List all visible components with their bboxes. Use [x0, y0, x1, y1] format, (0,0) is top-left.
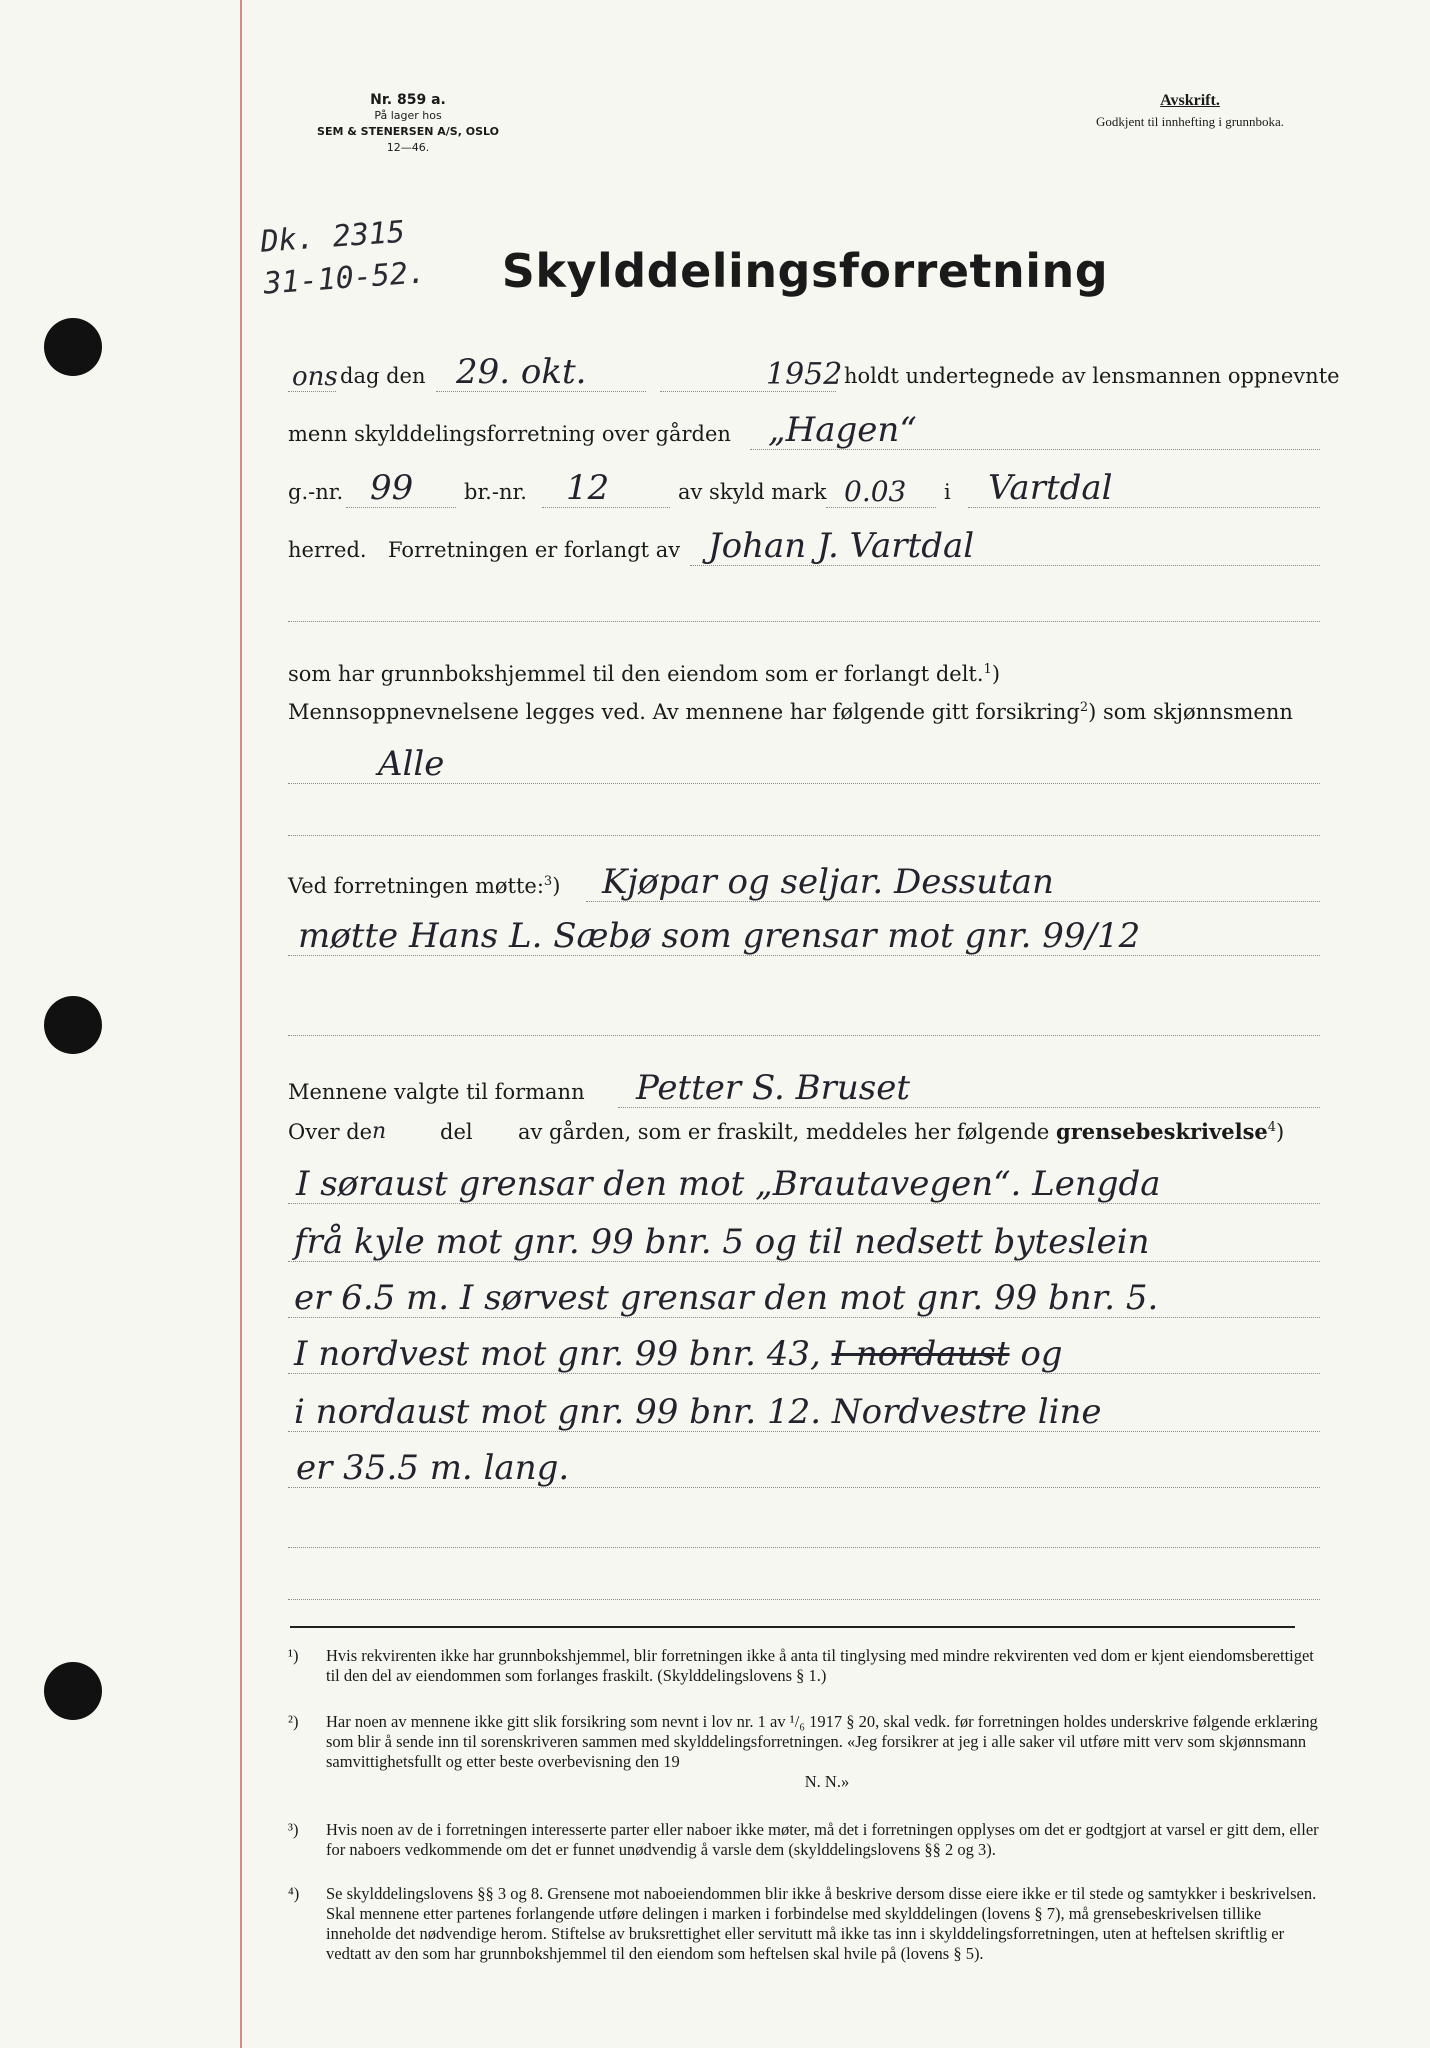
herred-label: herred. — [288, 538, 367, 562]
attended-label: Ved forretningen møtte:$^3$) — [288, 874, 561, 898]
attended-handwritten: Kjøpar og seljar. Dessutan — [602, 862, 1054, 902]
assurance-handwritten: Alle — [378, 744, 445, 784]
form-row-date — [288, 340, 1340, 400]
form-row-gnr — [288, 456, 1320, 516]
row-text: som har grunnbokshjemmel til den eiendom som er forlangt delt.$^1$) — [288, 662, 1001, 686]
footnote-3 — [288, 1820, 1328, 1860]
form-row-attended-cont — [288, 904, 1320, 964]
boundary-description-line — [288, 1436, 1320, 1496]
form-row-requester — [288, 514, 1320, 574]
form-row-farm — [288, 398, 1320, 458]
avskrift-stamp — [1040, 92, 1340, 130]
punch-hole — [44, 996, 102, 1054]
skyld-handwritten: 0.03 — [844, 475, 907, 508]
skyld-label: av skyld mark — [678, 480, 827, 504]
page-title: Skylddelingsforretning — [501, 244, 1109, 298]
requester-name-handwritten: Johan J. Vartdal — [708, 526, 975, 566]
boundary-description-line — [288, 1152, 1320, 1212]
publisher-imprint — [288, 92, 528, 156]
struck-text: I nordaust — [831, 1334, 1010, 1374]
form-row-blank — [288, 1496, 1320, 1556]
punch-hole — [44, 318, 102, 376]
document-date: 31-10-52. — [262, 255, 428, 302]
form-row-blank — [288, 1548, 1320, 1608]
date-handwritten: 29. okt. — [456, 352, 587, 392]
boundary-description-line — [288, 1322, 1320, 1382]
footnote-marker: ²) — [288, 1712, 299, 1731]
de-handwritten: n — [372, 1119, 387, 1144]
form-row-blank — [288, 984, 1320, 1044]
footnote-2 — [288, 1712, 1328, 1792]
description-handwritten: i nordaust mot gnr. 99 bnr. 12. Nordvestre line — [294, 1392, 1102, 1432]
attended-handwritten: møtte Hans L. Sæbø som grensar mot gnr. 99/12 — [298, 916, 1141, 956]
punch-hole — [44, 1662, 102, 1720]
footnote-marker: ⁴) — [288, 1884, 300, 1903]
row-text: holdt undertegnede av lensmannen oppnevnte — [844, 364, 1340, 388]
form-row-boundary-intro — [288, 1096, 1320, 1156]
chairman-label: Mennene valgte til formann — [288, 1080, 585, 1104]
dotted-line — [288, 835, 1320, 836]
row-text: Forretningen er forlangt av — [388, 538, 681, 562]
over-label: Over de — [288, 1120, 373, 1144]
footnote-1 — [288, 1646, 1328, 1686]
publisher-name: SEM & STENERSEN A/S, OSLO — [317, 125, 499, 138]
gnr-label: g.-nr. — [288, 480, 344, 504]
form-row-blank — [288, 570, 1320, 630]
footnote-signature: N. N.» — [804, 1772, 850, 1791]
footnote-marker: ¹) — [288, 1646, 299, 1665]
boundary-description-line — [288, 1266, 1320, 1326]
brnr-label: br.-nr. — [464, 480, 527, 504]
i-label: i — [944, 480, 951, 504]
year-handwritten: 1952 — [766, 357, 843, 392]
form-row-blank — [288, 784, 1320, 844]
footnote-text: Hvis rekvirenten ikke har grunnbokshjemmel, blir forretningen ikke å anta til tinglysing med mindre rekvirenten ved dom er kjent eiendomsberettiget til den del av eiendommen som forlanges fraskilt. (Skylddelingslovens § 1.) — [326, 1646, 1314, 1685]
description-handwritten: er 35.5 m. lang. — [296, 1448, 570, 1488]
form-row-men — [288, 676, 1320, 736]
boundary-description-line — [288, 1210, 1320, 1270]
footnote-text: Se skylddelingslovens §§ 3 og 8. Grensene mot naboeiendommen blir ikke å beskrive dersom disse eiere ikke er til stede og samtykker i beskrivelsen. Skal mennene etter partenes forlangende utføre delingen i marken i forbindelse med skylddelingen (lovens § 7), må grensebeskrivelsen tillike inneholde det nødvendige herom. Stiftelse av bruksrettighet eller servitutt må ikke tas inn i skylddelingsforretningen, uten at heftelsen skriftlig er vedtatt av den som har grunnbokshjemmel til den eiendom som heftelsen skal hvile på (lovens § 5). — [326, 1884, 1317, 1963]
boundary-description-line — [288, 1380, 1320, 1440]
margin-line — [240, 0, 242, 2048]
row-text: menn skylddelingsforretning over gården — [288, 422, 731, 446]
weekday-handwritten: ons — [292, 362, 338, 392]
footnote-divider — [290, 1626, 1295, 1628]
dotted-line — [288, 1035, 1320, 1036]
document-number: Dk. 2315 — [259, 214, 407, 260]
dotted-line — [288, 621, 1320, 622]
footnote-text: Har noen av mennene ikke gitt slik forsikring som nevnt i lov nr. 1 av ¹/₆ 1917 § 20, skal vedk. før forretningen holdes underskrive følgende erklæring som blir å sende inn til sorenskriveren sammen med skylddelingsforretningen. «Jeg forsikrer at jeg i alle saker vil utføre mitt verv som skjønnsmann samvittighetsfullt og etter beste overbevisning den 19 — [326, 1712, 1318, 1771]
description-handwritten: er 6.5 m. I sørvest grensar den mot gnr. 99 bnr. 5. — [294, 1278, 1159, 1318]
avskrift-subtitle: Godkjent til innhefting i grunnboka. — [1095, 114, 1285, 129]
publisher-line: På lager hos — [374, 109, 442, 122]
form-row-attended — [288, 850, 1320, 910]
footnote-text: Hvis noen av de i forretningen interesserte parter eller naboer ikke møter, må det i forretningen opplyses om det er godtgjort at varsel er gitt dem, eller for naboers vedkommende om det er funnet unødvendig å varsle dem (skylddelingslovens §§ 2 og 3). — [326, 1820, 1319, 1859]
place-handwritten: Vartdal — [988, 468, 1113, 508]
del-label: del — [440, 1120, 473, 1144]
brnr-handwritten: 12 — [566, 468, 610, 508]
avskrift-title: Avskrift. — [1160, 92, 1220, 109]
chairman-signature: Petter S. Bruset — [636, 1068, 911, 1108]
description-handwritten: frå kyle mot gnr. 99 bnr. 5 og til nedsett byteslein — [294, 1222, 1150, 1262]
form-number: Nr. 859 a. — [370, 92, 446, 108]
footnote-4 — [288, 1884, 1328, 1964]
footnote-marker: ³) — [288, 1820, 299, 1839]
description-handwritten: I nordvest mot gnr. 99 bnr. 43, I nordaust og — [294, 1334, 1063, 1374]
farm-name-handwritten: „Hagen“ — [768, 410, 917, 450]
publisher-date: 12—46. — [386, 141, 430, 154]
description-handwritten: I søraust grensar den mot „Brautavegen“. Lengda — [296, 1164, 1161, 1204]
dotted-line — [288, 1599, 1320, 1600]
row-text: av gården, som er fraskilt, meddeles her følgende grensebeskrivelse$^4$) — [518, 1119, 1285, 1144]
dag-label: dag den — [340, 364, 426, 388]
gnr-handwritten: 99 — [370, 468, 414, 508]
row-text: Mennsoppnevnelsene legges ved. Av mennene har følgende gitt forsikring$^2$) som skjønnsmenn — [288, 700, 1293, 724]
form-row-assurance — [288, 732, 1320, 792]
